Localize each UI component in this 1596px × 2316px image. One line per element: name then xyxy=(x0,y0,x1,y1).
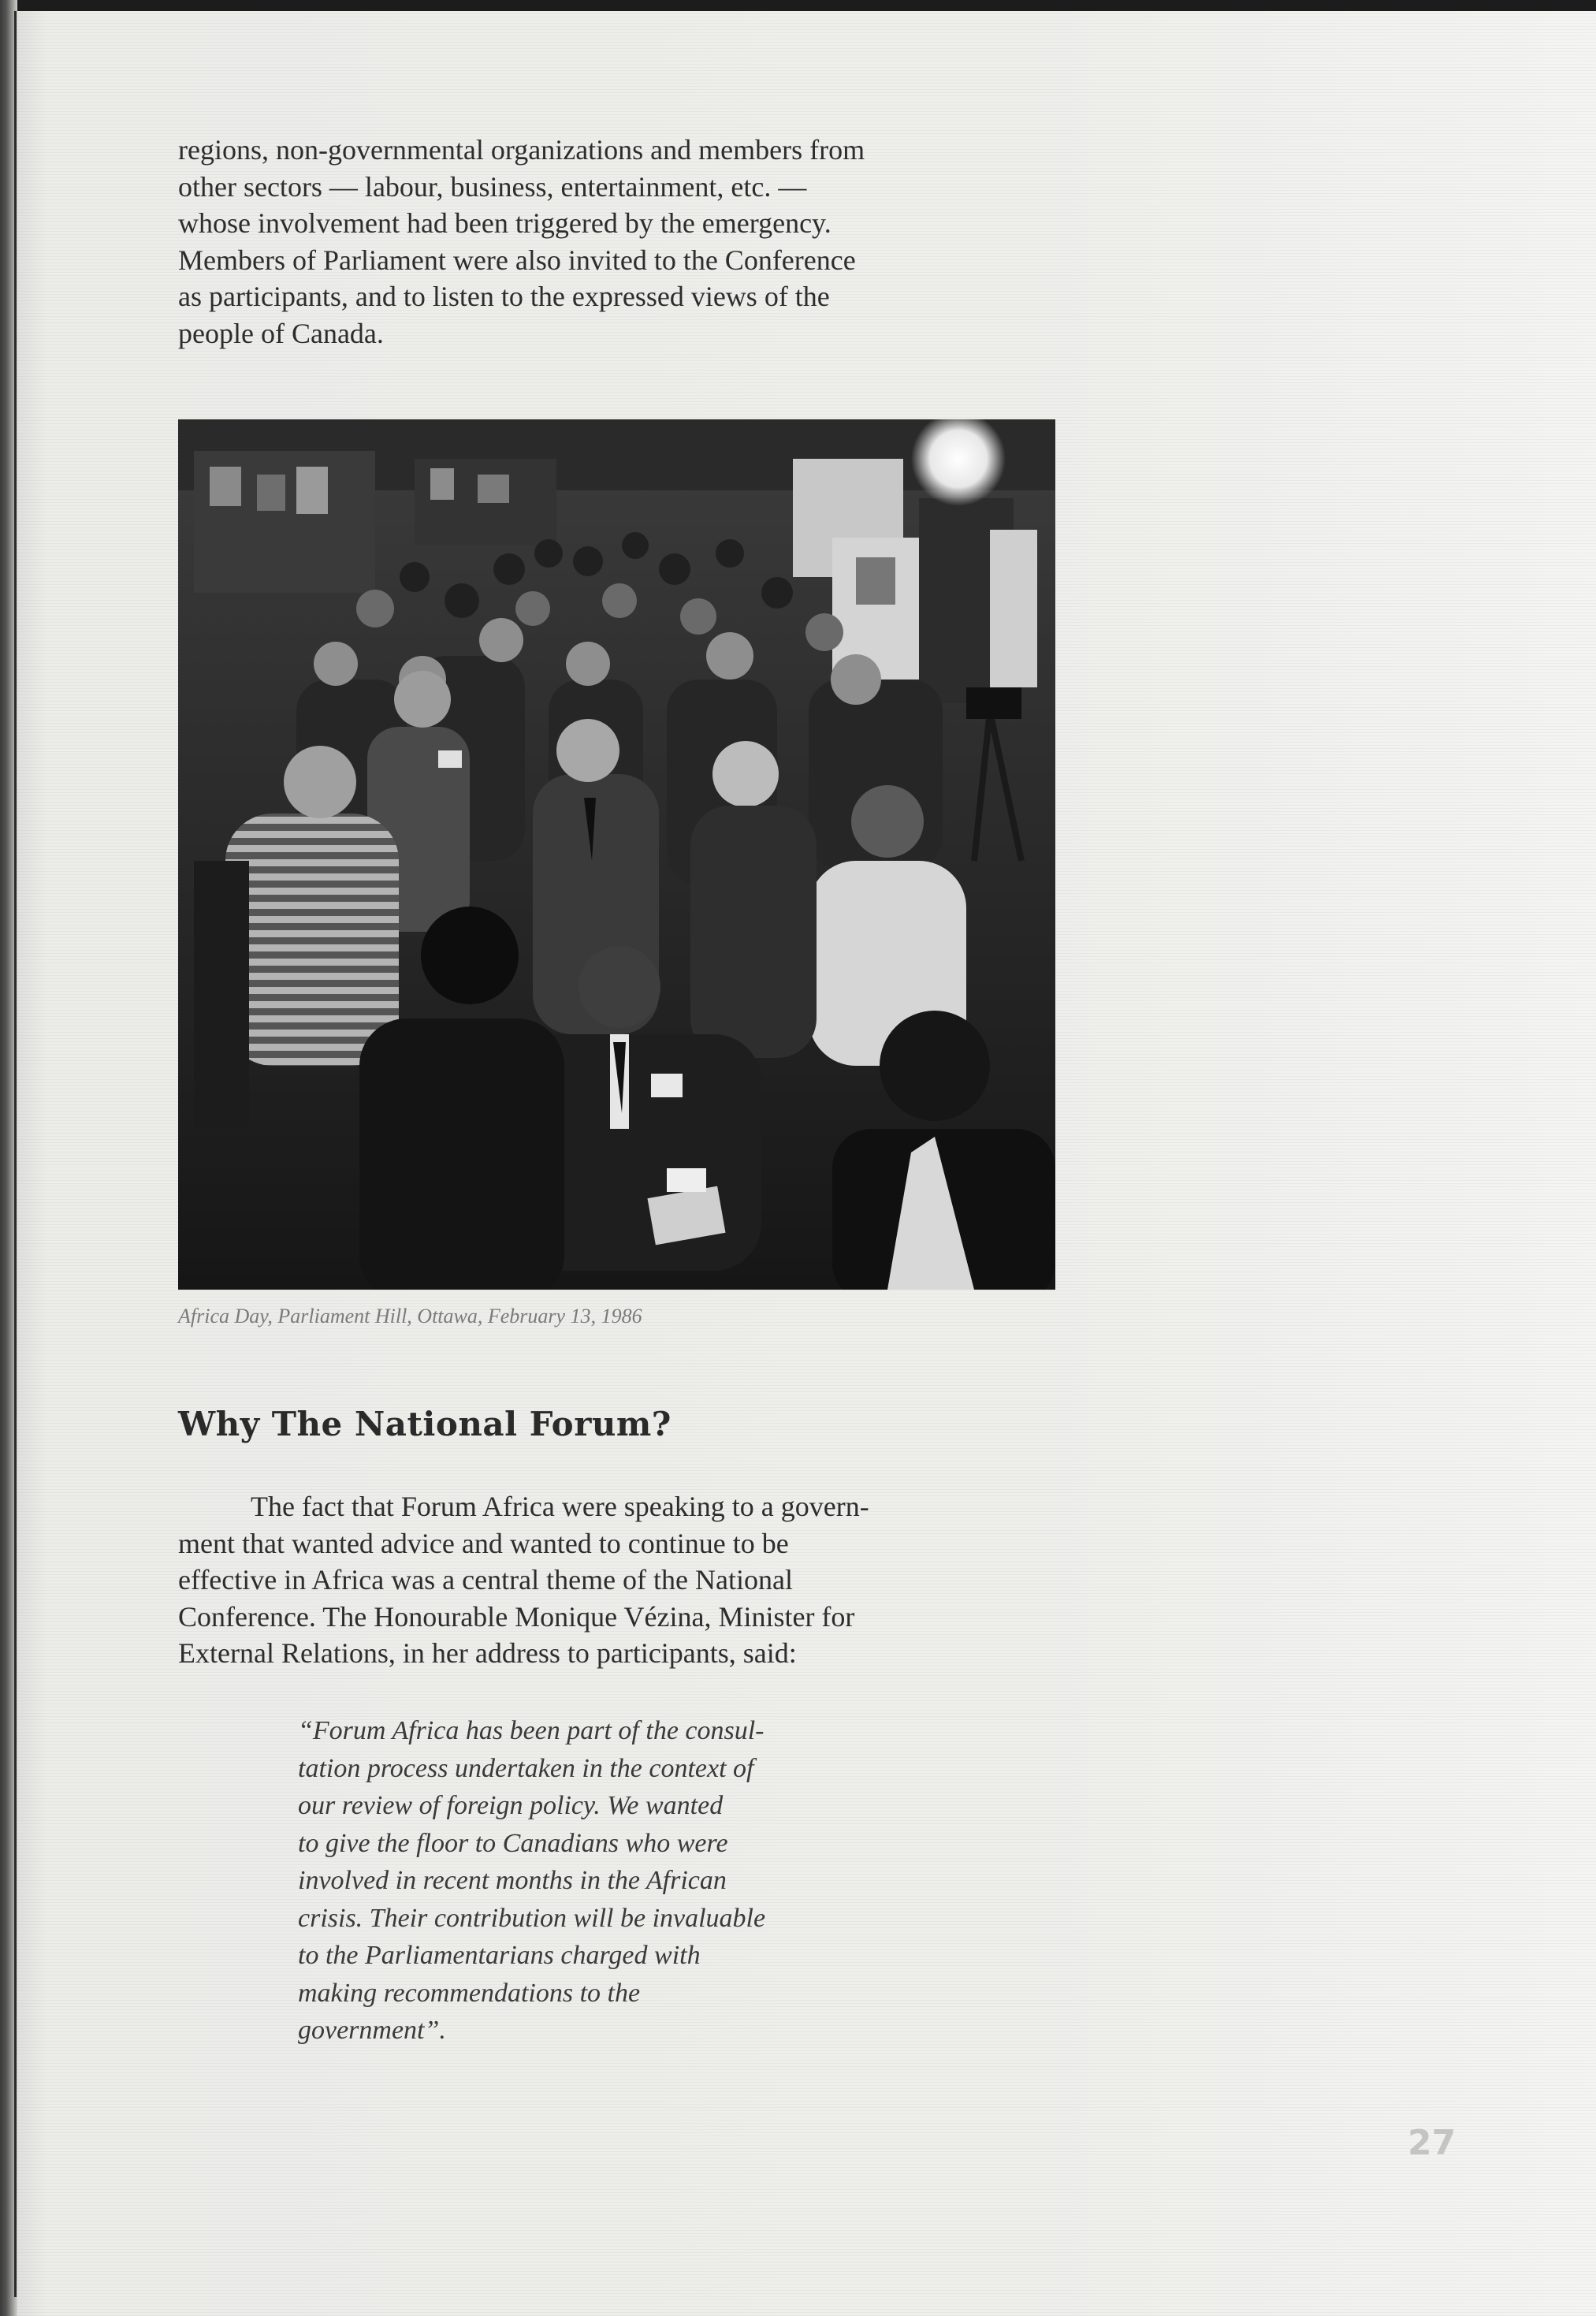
quote-line: making recommendations to the xyxy=(298,1978,641,2008)
text-line: as participants, and to listen to the expressed views of the xyxy=(178,281,830,312)
quote-line: involved in recent months in the African xyxy=(298,1866,727,1895)
body-paragraph xyxy=(178,1488,1055,1672)
text-line: whose involvement had been triggered by the emergency. xyxy=(178,207,831,239)
text-line: other sectors — labour, business, entertainment, etc. — xyxy=(178,170,807,203)
quote-line: to the Parliamentarians charged with xyxy=(298,1941,701,1970)
photo-caption: Africa Day, Parliament Hill, Ottawa, February 13, 1986 xyxy=(178,1305,642,1327)
crowd-photo-illustration xyxy=(178,419,1055,1290)
crowd-photo xyxy=(178,419,1055,1290)
text-line: people of Canada. xyxy=(178,317,384,349)
text-line: The fact that Forum Africa were speaking to a govern- xyxy=(251,1491,869,1522)
quote-line: crisis. Their contribution will be invaluable xyxy=(298,1903,766,1933)
page-number: 27 xyxy=(1408,2123,1456,2163)
minister-quote xyxy=(298,1712,976,2050)
quote-line: government”. xyxy=(298,2016,446,2045)
section-heading: Why The National Forum? xyxy=(178,1405,672,1443)
text-line: effective in Africa was a central theme of the National xyxy=(178,1564,793,1596)
text-line: Members of Parliament were also invited to the Conference xyxy=(178,244,856,276)
quote-line: “Forum Africa has been part of the consul- xyxy=(298,1716,765,1745)
text-line: regions, non-governmental organizations and members from xyxy=(178,134,865,166)
text-line: Conference. The Honourable Monique Vézina, Minister for xyxy=(178,1600,855,1633)
text-line: External Relations, in her address to participants, said: xyxy=(178,1637,797,1669)
opening-paragraph xyxy=(178,132,1057,352)
quote-line: tation process undertaken in the context of xyxy=(298,1753,754,1783)
quote-line: our review of foreign policy. We wanted xyxy=(298,1791,724,1820)
top-edge-shadow xyxy=(0,0,1596,11)
binding-line xyxy=(14,11,17,2297)
text-line: ment that wanted advice and wanted to continue to be xyxy=(178,1527,789,1559)
quote-line: to give the floor to Canadians who were xyxy=(298,1828,728,1858)
